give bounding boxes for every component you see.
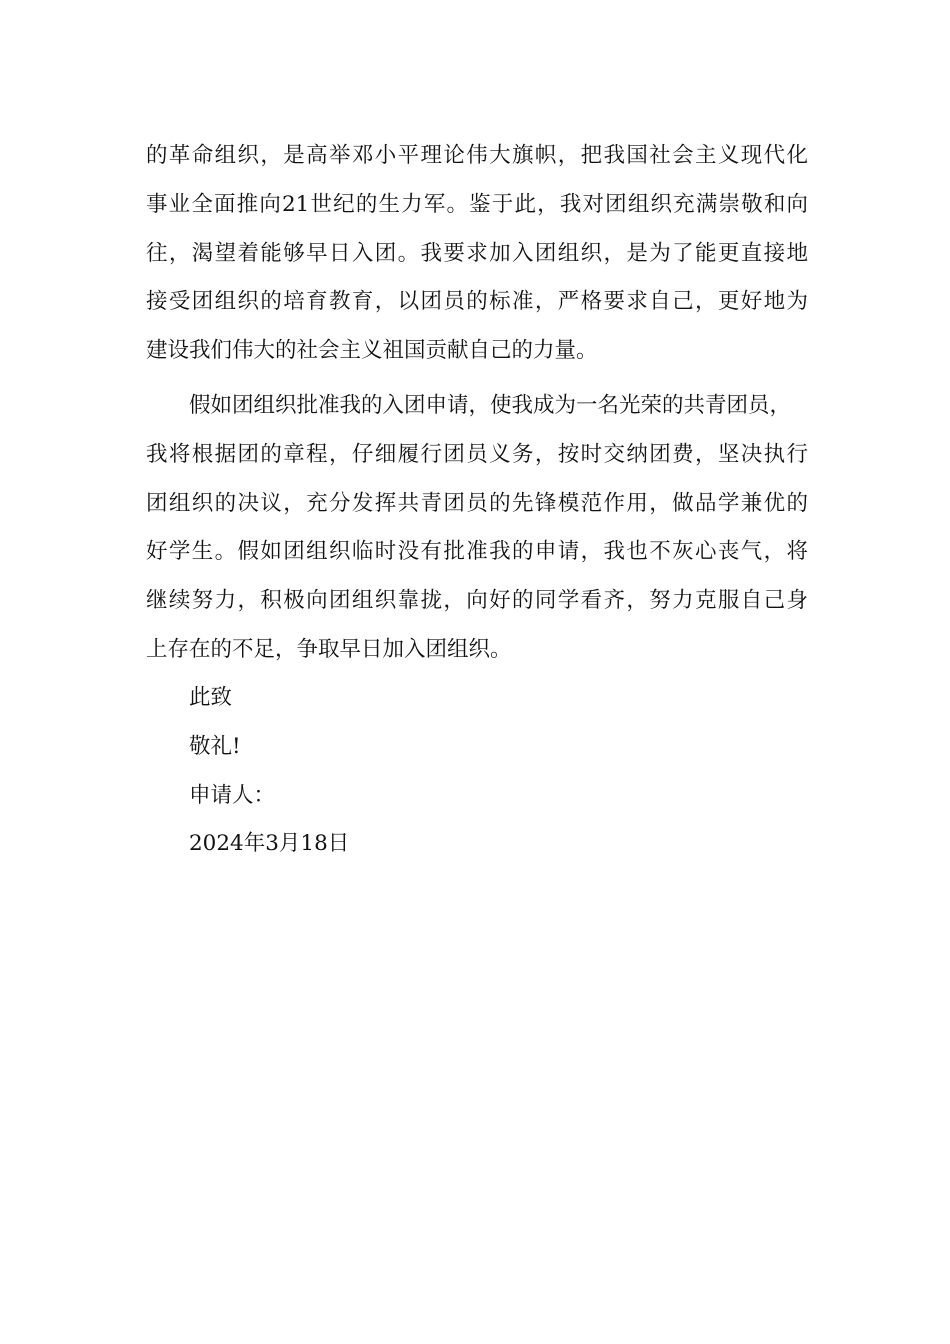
paragraph-line: 假如团组织批准我的入团申请，使我成为一名光荣的共青团员， bbox=[189, 392, 792, 418]
paragraph-line: 团组织的决议，充分发挥共青团员的先锋模范作用，做品学兼优的 bbox=[146, 490, 808, 516]
letter-body bbox=[146, 132, 808, 675]
paragraph-line: 上存在的不足，争取早日加入团组织。 bbox=[146, 636, 512, 662]
paragraph-line: 好学生。假如团组织临时没有批准我的申请，我也不灰心丧气，将 bbox=[146, 539, 808, 565]
paragraph-line: 接受团组织的培育教育，以团员的标准，严格要求自己，更好地为 bbox=[146, 289, 808, 315]
paragraph-line: 事业全面推向21世纪的生力军。鉴于此，我对团组织充满崇敬和向 bbox=[146, 191, 808, 217]
letter-date: 2024年3月18日 bbox=[189, 831, 350, 857]
applicant-label: 申请人： bbox=[189, 782, 276, 808]
paragraph-line: 的革命组织，是高举邓小平理论伟大旗帜，把我国社会主义现代化 bbox=[146, 143, 808, 168]
respect-line: 敬礼! bbox=[189, 733, 241, 759]
paragraph-line: 继续努力，积极向团组织靠拢，向好的同学看齐，努力克服自己身 bbox=[146, 588, 808, 614]
salutation: 此致 bbox=[189, 685, 233, 710]
paragraph-line: 我将根据团的章程，仔细履行团员义务，按时交纳团费，坚决执行 bbox=[146, 441, 808, 467]
paragraph-line: 往，渴望着能够早日入团。我要求加入团组织，是为了能更直接地 bbox=[146, 240, 808, 266]
paragraph-2 bbox=[146, 382, 808, 675]
paragraph-1 bbox=[146, 132, 808, 376]
paragraph-line: 建设我们伟大的社会主义祖国贡献自己的力量。 bbox=[146, 338, 598, 364]
letter-closing bbox=[189, 674, 349, 869]
